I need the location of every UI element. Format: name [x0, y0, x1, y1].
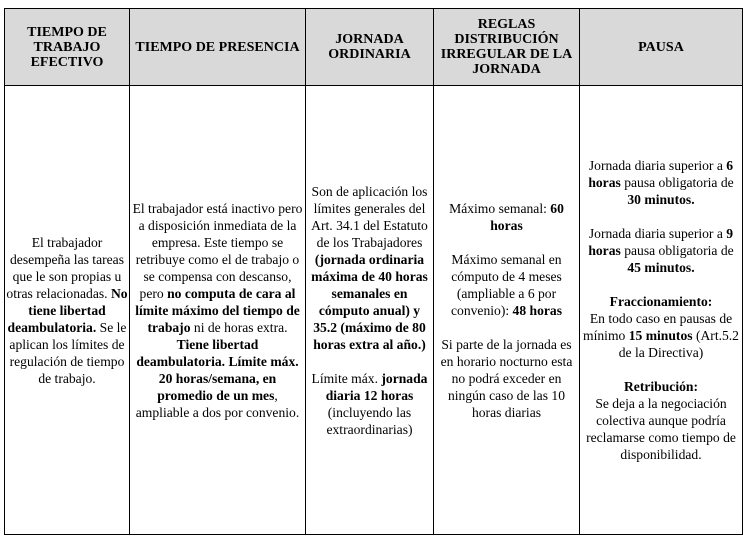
cell-tiempo-trabajo-efectivo [5, 86, 130, 535]
cell-tiempo-presencia [130, 86, 306, 535]
cell-pausa [580, 86, 743, 535]
header-tiempo-presencia: TIEMPO DE PRESENCIA [130, 9, 306, 86]
col4-bold-2: 48 horas [512, 302, 562, 318]
col1-bold-1: No tiene libertad deambulatoria. [7, 285, 128, 335]
col5-p1-d: 30 minutos. [627, 192, 695, 207]
col5-p1-b: 6 horas [588, 158, 734, 190]
col5-p1-a: Jornada diaria superior a [588, 158, 727, 173]
col4-text-1: Máximo semanal: [449, 200, 551, 216]
col3-bold-1: (jornada ordinaria máxima de 40 horas semanales en cómputo anual) y 35.2 (máximo de 80 horas extra al año.) [311, 251, 428, 352]
col4-bold-1: 60 horas [490, 200, 564, 233]
col2-bold-1: no computa de cara al límite máximo del tiempo de trabajo [135, 285, 300, 335]
col5-p2-c: pausa obligatoria de [620, 243, 734, 258]
col4-text-2: Máximo semanal en cómputo de 4 meses (ampliable a 6 por convenio): [450, 251, 562, 318]
working-time-table [4, 8, 743, 535]
header-tiempo-trabajo-efectivo: TIEMPO DE TRABAJO EFECTIVO [5, 9, 130, 86]
cell-jornada-ordinaria [306, 86, 434, 535]
col5-p3-c: (Art.5.2 de la Directiva) [618, 328, 739, 360]
header-pausa: PAUSA [580, 9, 743, 86]
col5-p4: Se deja a la negociación colectiva aunque podría reclamarse como tiempo de disponibilidad. [586, 396, 736, 462]
col5-retribucion-heading: Retribución: [623, 379, 698, 394]
col3-bold-2: jornada diaria 12 horas [325, 370, 428, 403]
col2-text-2: ni de horas extra. [190, 319, 288, 335]
header-jornada-ordinaria: JORNADA ORDINARIA [306, 9, 434, 86]
col1-text-2: Se le aplican los límites de regulación de tiempo de trabajo. [9, 319, 127, 386]
col5-p2-d: 45 minutos. [627, 260, 695, 275]
cell-reglas-distribucion [434, 86, 580, 535]
header-row [5, 9, 743, 86]
col5-fraccionamiento-heading: Fraccionamiento: [609, 294, 713, 309]
col5-p3-a: En todo caso en pausas de mínimo [583, 311, 733, 343]
col5-p2-a: Jornada diaria superior a [588, 226, 727, 241]
col3-text-3: (incluyendo las extraordinarias) [326, 404, 413, 437]
col1-text-1: El trabajador desempeña las tareas que le son propias u otras relacionadas. [6, 234, 124, 301]
col5-p3-b: 15 minutos [628, 328, 693, 343]
col2-bold-2: Tiene libertad deambulatoria. Límite máx. 20 horas/semana, en promedio de un mes [136, 336, 299, 403]
col2-text-3: , ampliable a dos por convenio. [135, 387, 300, 420]
col4-text-3: Si parte de la jornada es en horario nocturno esta no podrá exceder en ningún caso de las 10 horas diarias [440, 336, 573, 420]
content-row [5, 86, 743, 535]
col2-text-1: El trabajador está inactivo pero a disposición inmediata de la empresa. Este tiempo se retribuye como el de trabajo o se compensa con descanso, pero [132, 200, 303, 301]
col3-text-1: Son de aplicación los límites generales del Art. 34.1 del Estatuto de los Trabajadores [311, 183, 428, 250]
col5-p1-c: pausa obligatoria de [620, 175, 734, 190]
header-reglas-distribucion: REGLAS DISTRIBUCIÓN IRREGULAR DE LA JORNADA [434, 9, 580, 86]
col3-text-2: Límite máx. [311, 370, 382, 386]
col5-p2-b: 9 horas [588, 226, 734, 258]
